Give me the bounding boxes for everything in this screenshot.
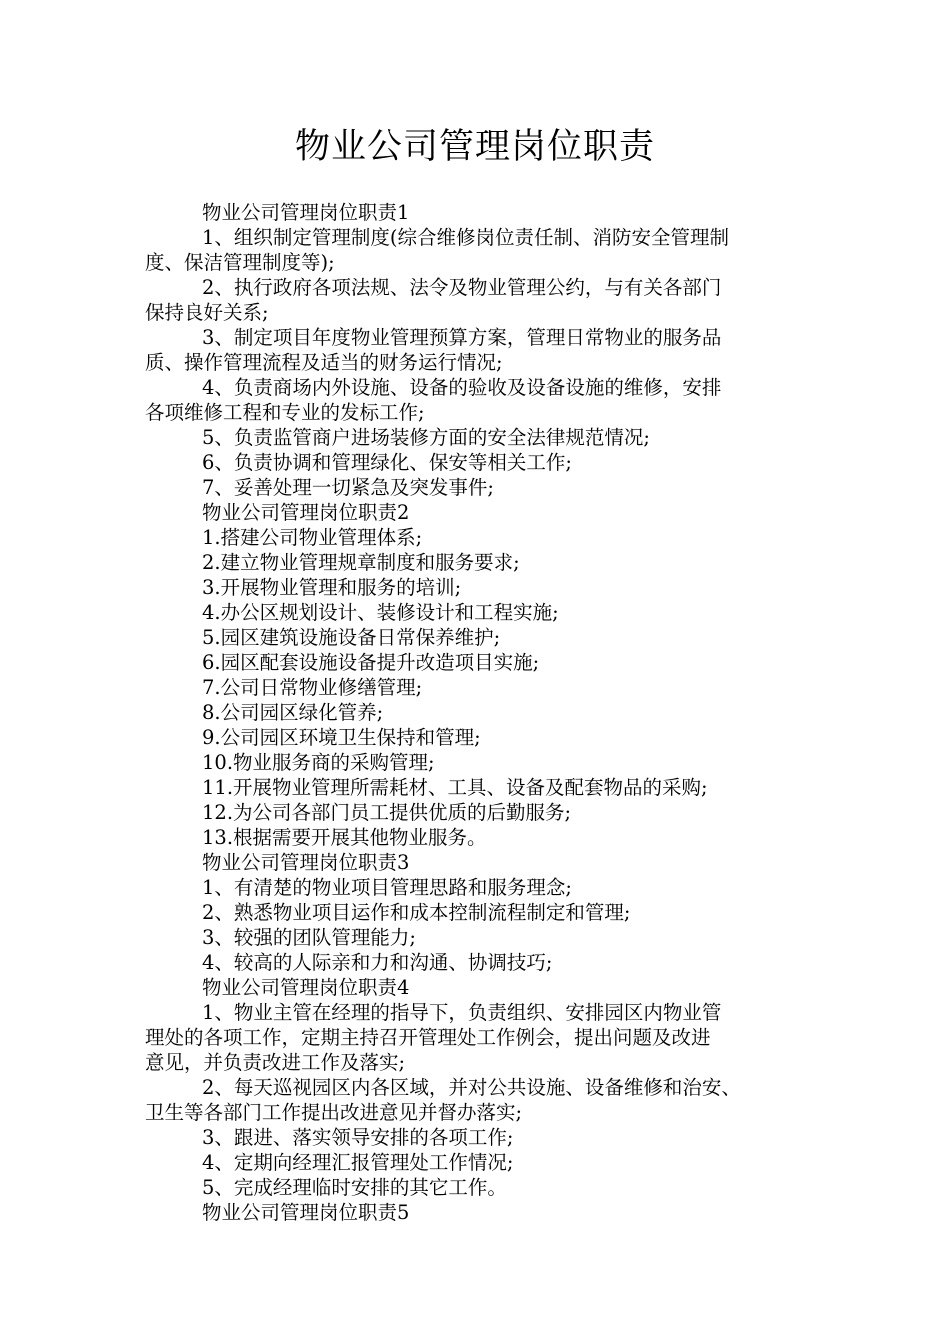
text-line: 物业公司管理岗位职责1 bbox=[202, 201, 410, 224]
text-line: 1.搭建公司物业管理体系; bbox=[202, 526, 423, 549]
text-line: 3、制定项目年度物业管理预算方案，管理日常物业的服务品 bbox=[202, 326, 722, 349]
text-line: 物业公司管理岗位职责3 bbox=[202, 851, 410, 874]
text-line: 1、组织制定管理制度(综合维修岗位责任制、消防安全管理制 bbox=[202, 226, 730, 249]
text-line: 11.开展物业管理所需耗材、工具、设备及配套物品的采购; bbox=[202, 776, 708, 799]
text-line: 6.园区配套设施设备提升改造项目实施; bbox=[202, 651, 540, 674]
text-line: 7、妥善处理一切紧急及突发事件; bbox=[202, 476, 494, 499]
text-line: 4、较高的人际亲和力和沟通、协调技巧; bbox=[202, 951, 553, 974]
page-title: 物业公司管理岗位职责 bbox=[294, 127, 655, 167]
text-line: 5、完成经理临时安排的其它工作。 bbox=[202, 1176, 507, 1199]
text-line: 4、定期向经理汇报管理处工作情况; bbox=[202, 1151, 514, 1174]
text-line: 6、负责协调和管理绿化、保安等相关工作; bbox=[202, 451, 572, 474]
text-line: 4、负责商场内外设施、设备的验收及设备设施的维修，安排 bbox=[202, 376, 722, 399]
text-line: 意见，并负责改进工作及落实; bbox=[145, 1051, 406, 1074]
text-line: 2、熟悉物业项目运作和成本控制流程制定和管理; bbox=[202, 901, 631, 924]
text-line: 度、保洁管理制度等); bbox=[145, 251, 335, 274]
text-line: 物业公司管理岗位职责4 bbox=[202, 976, 410, 999]
text-line: 保持良好关系; bbox=[145, 301, 269, 324]
text-line: 物业公司管理岗位职责5 bbox=[202, 1201, 410, 1224]
text-line: 2、每天巡视园区内各区域，并对公共设施、设备维修和治安、 bbox=[202, 1076, 741, 1099]
text-line: 10.物业服务商的采购管理; bbox=[202, 751, 435, 774]
text-line: 12.为公司各部门员工提供优质的后勤服务; bbox=[202, 801, 572, 824]
text-line: 1、物业主管在经理的指导下，负责组织、安排园区内物业管 bbox=[202, 1001, 722, 1024]
text-line: 9.公司园区环境卫生保持和管理; bbox=[202, 726, 481, 749]
document-body bbox=[145, 200, 815, 1225]
text-line: 2、执行政府各项法规、法令及物业管理公约，与有关各部门 bbox=[202, 276, 722, 299]
text-line: 2.建立物业管理规章制度和服务要求; bbox=[202, 551, 520, 574]
text-line: 13.根据需要开展其他物业服务。 bbox=[202, 826, 487, 849]
text-line: 3、跟进、落实领导安排的各项工作; bbox=[202, 1126, 514, 1149]
text-line: 5、负责监管商户进场装修方面的安全法律规范情况; bbox=[202, 426, 650, 449]
text-line: 7.公司日常物业修缮管理; bbox=[202, 676, 423, 699]
text-line: 物业公司管理岗位职责2 bbox=[202, 501, 410, 524]
text-line: 4.办公区规划设计、装修设计和工程实施; bbox=[202, 601, 559, 624]
text-line: 3.开展物业管理和服务的培训; bbox=[202, 576, 462, 599]
text-line: 5.园区建筑设施设备日常保养维护; bbox=[202, 626, 501, 649]
text-line: 3、较强的团队管理能力; bbox=[202, 926, 416, 949]
text-line: 理处的各项工作，定期主持召开管理处工作例会，提出问题及改进 bbox=[145, 1026, 711, 1049]
text-line: 质、操作管理流程及适当的财务运行情况; bbox=[145, 351, 503, 374]
text-line: 1、有清楚的物业项目管理思路和服务理念; bbox=[202, 876, 572, 899]
text-line: 各项维修工程和专业的发标工作; bbox=[145, 401, 425, 424]
text-line: 8.公司园区绿化管养; bbox=[202, 701, 384, 724]
text-line: 卫生等各部门工作提出改进意见并督办落实; bbox=[145, 1101, 523, 1124]
